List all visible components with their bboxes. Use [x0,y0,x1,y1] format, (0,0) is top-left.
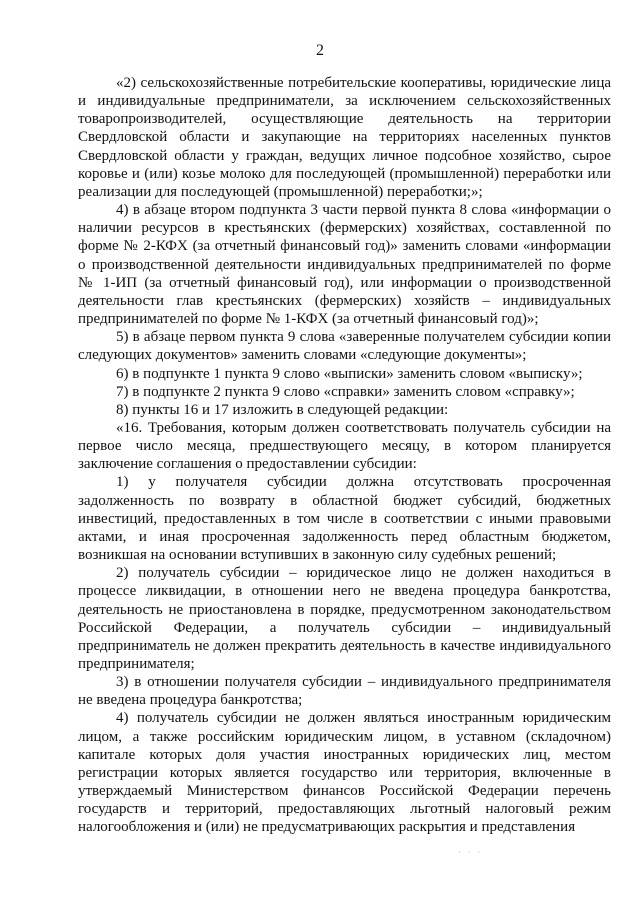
paragraph-requirement-4: 4) получатель субсидии не должен являться иностранным юридическим лицом, а также российским юридическим лицом, в уставном (складочном) капитале которых доля участия иностранных юридических лиц, местом регистрации которых является государство или территория, включенные в утверждаемый Министерством финансов Российской Федерации перечень государств и территорий, предоставляющих льготный налоговый режим налогообложения и (или) не предусматривающих раскрытия и представления [78,710,611,836]
paragraph-amendment-6: 6) в подпункте 1 пункта 9 слово «выписки» заменить словом «выписку»; [116,365,583,382]
document-body [78,74,611,837]
page-number: 2 [316,42,324,59]
paragraph-item-2-cooperatives: «2) сельскохозяйственные потребительские кооперативы, юридические лица и индивидуальные предприниматели, за исключением сельскохозяйственных товаропроизводителей, осуществляющие деятельность на территории Свердловской области и закупающие на территориях населенных пунктов Свердловской области у граждан, ведущих личное подсобное хозяйство, сырое коровье и (или) козье молоко для последующей (промышленной) переработки или реализации для последующей (промышленной) переработки;»; [78,75,611,200]
paragraph-amendment-4: 4) в абзаце втором подпункта 3 части первой пункта 8 слова «информации о наличии ресурсов в крестьянских (фермерских) хозяйствах, составленной по форме № 2-КФХ (за отчетный финансовый год)» заменить словами «информации о производственной деятельности индивидуальных предпринимателей по форме № 1-ИП (за отчетный финансовый год), или информации о производственной деятельности глав крестьянских (фермерских) хозяйств – индивидуальных предпринимателей по форме № 1-КФХ (за отчетный финансовый год)»; [78,202,611,328]
scan-artifact-mark: · · · [458,848,483,858]
paragraph-requirement-3: 3) в отношении получателя субсидии – индивидуального предпринимателя не введена процедура банкротства; [78,674,611,709]
paragraph-amendment-5: 5) в абзаце первом пункта 9 слова «заверенные получателем субсидии копии следующих документов» заменить словами «следующие документы»; [78,329,611,364]
paragraph-requirement-1: 1) у получателя субсидии должна отсутствовать просроченная задолженность по возврату в областной бюджет субсидий, бюджетных инвестиций, предоставленных в том числе в соответствии с иными правовыми актами, и иная просроченная задолженность перед областным бюджетом, возникшая на основании вступивших в законную силу судебных решений; [78,474,611,564]
paragraph-requirement-2: 2) получатель субсидии – юридическое лицо не должен находиться в процессе ликвидации, в отношении него не введена процедура банкротства, деятельность не приостановлена в порядке, предусмотренном законодательством Российской Федерации, а получатель субсидии – индивидуальный предприниматель не должен прекратить деятельность в качестве индивидуального предпринимателя; [78,565,611,672]
paragraph-clause-16: «16. Требования, которым должен соответствовать получатель субсидии на первое число месяца, предшествующего месяцу, в котором планируется заключение соглашения о предоставлении субсидии: [78,419,611,473]
paragraph-amendment-7: 7) в подпункте 2 пункта 9 слово «справки» заменить словом «справку»; [116,383,575,400]
paragraph-amendment-8: 8) пункты 16 и 17 изложить в следующей редакции: [116,401,449,418]
